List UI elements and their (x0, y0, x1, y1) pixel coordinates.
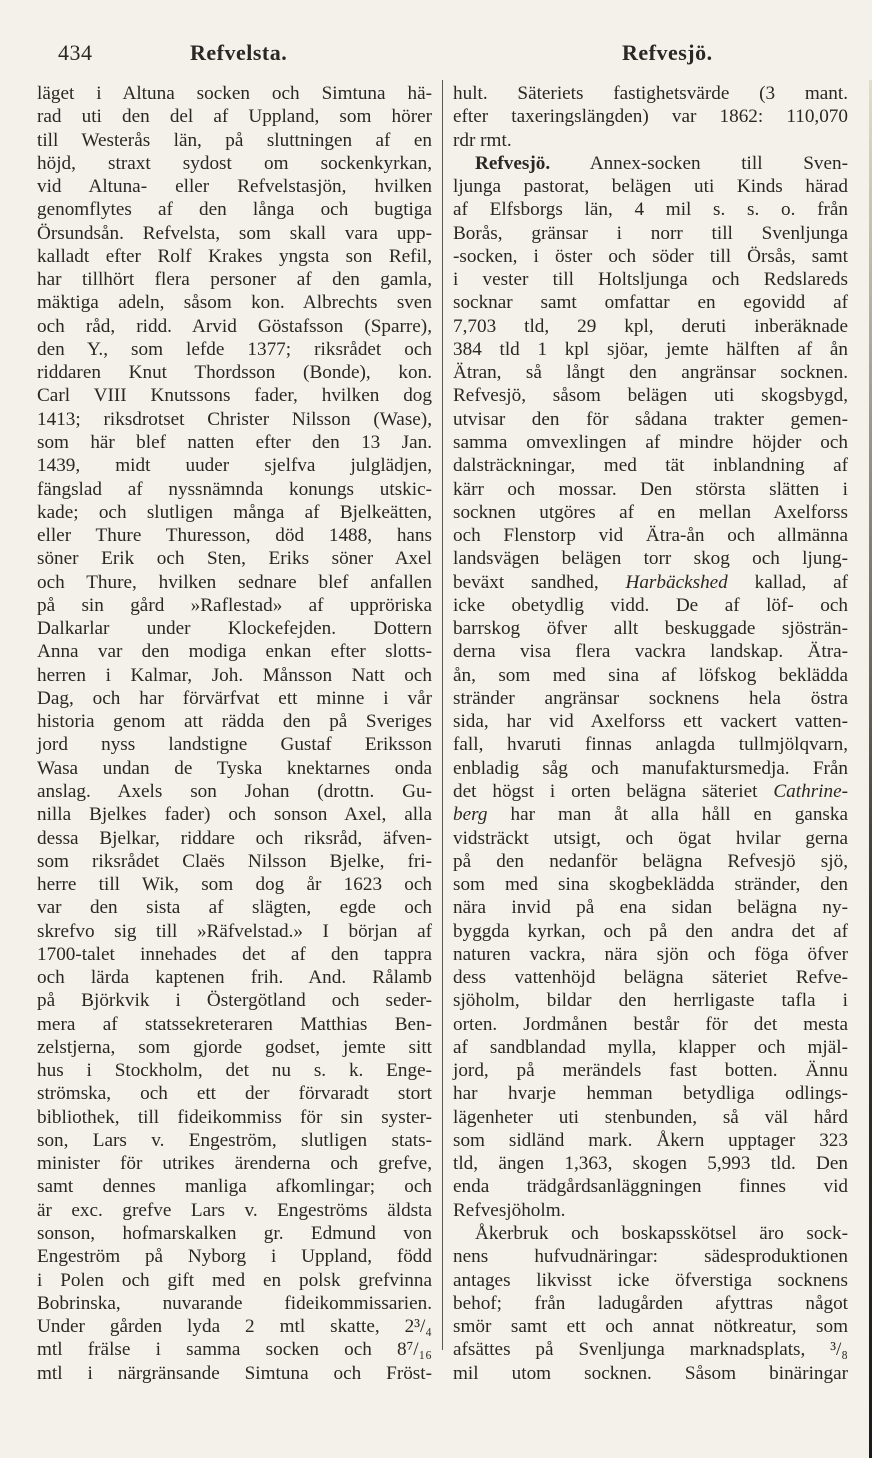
text-line: socknen utgöres af en mellan Axelforss (453, 501, 848, 523)
text-line: sonson, hofmarskalken gr. Edmund von (37, 1223, 432, 1245)
text-block (453, 1245, 848, 1385)
text-line: i Polen och gift med en polsk grefvinna (37, 1269, 432, 1291)
text-line: 1439, midt uuder sjelfva julglädjen, (37, 455, 432, 477)
text-line: minister för utrikes ärenderna och grefve, (37, 1153, 432, 1175)
text-line: jord nyss landstigne Gustaf Eriksson (37, 734, 432, 756)
text-line: som med sina skogbeklädda stränder, den (453, 874, 848, 896)
text-line: mtl frälse i samma socken och 8⁷/₁₆ (37, 1339, 432, 1361)
text-line: antages likvisst icke öfverstiga socknens (453, 1269, 848, 1291)
text-line: Ätran, så långt den angränsar socknen. (453, 362, 848, 384)
text-line: nilla Bjelkes fader) och sonson Axel, alla (37, 804, 432, 826)
text-line: nens hufvudnäringar: sädesproduktionen (453, 1246, 848, 1268)
text-line: ljunga pastorat, belägen uti Kinds härad (453, 176, 848, 198)
text-line: skrefvo sig till »Räfvelstad.» I början af (37, 920, 432, 942)
text-line: fall, hvaruti finnas anlagda tullmjölqvarn, (453, 734, 848, 756)
text-line: höjd, straxt sydost om sockenkyrkan, (37, 152, 432, 174)
text-line: sjöholm, bildar den herrligaste tafla i (453, 990, 848, 1012)
text-line: riddaren Knut Thordsson (Bonde), kon. (37, 362, 432, 384)
text-line: Bobrinska, nuvarande fideikommissarien. (37, 1292, 432, 1314)
text-line: byggda kyrkan, och på den andra det af (453, 920, 848, 942)
column-divider (442, 80, 443, 1350)
text-line: zelstjerna, som gjorde godset, jemte sitt (37, 1036, 432, 1058)
text-line (453, 803, 848, 826)
text-line: mtl i närgränsande Simtuna och Fröst- (37, 1362, 432, 1384)
text-line: enda trädgårdsanläggningen finnes vid (453, 1176, 848, 1198)
text-line: till Westerås län, på sluttningen af en (37, 129, 432, 151)
text-line: historia genom att rädda den på Sveriges (37, 711, 432, 733)
text-line: i vester till Holtsljunga och Redslareds (453, 269, 848, 291)
text-line: herre till Wik, som dog år 1623 och (37, 874, 432, 896)
text-line: rdr rmt. (453, 129, 512, 151)
text-fragment: kallad, af (754, 571, 849, 593)
text-line: som här blef natten efter den 13 Jan. (37, 431, 432, 453)
text-line: af sandblandad mylla, klapper och mjäl- (453, 1036, 848, 1058)
text-line: Engeström på Nyborg i Uppland, född (37, 1246, 432, 1268)
text-line: och Flenstorp vid Ätra-ån och allmänna (453, 525, 848, 547)
text-line: fängslad af nyssnämnda konungs utskic- (37, 478, 432, 500)
text-line: anslag. Axels son Johan (drottn. Gu- (37, 780, 432, 802)
text-line: barrskog öfver allt beskuggade sjösträn- (453, 618, 848, 640)
text-line: på Björkvik i Östergötland och seder- (37, 990, 432, 1012)
text-line: Dag, och har förvärfvat ett minne i vår (37, 687, 432, 709)
text-line: dalsträckningar, med tät inblandning af (453, 455, 848, 477)
text-line: är exc. grefve Lars v. Engeströms äldsta (37, 1199, 432, 1221)
text-line: Anna var den modiga enkan efter slotts- (37, 641, 432, 663)
text-line: var den sista af slägten, egde och (37, 897, 432, 919)
text-line (453, 780, 848, 803)
text-block (453, 594, 848, 780)
text-line: enbladig såg och manufaktursmedja. Från (453, 757, 848, 779)
italic-place-name: berg (453, 804, 488, 826)
entry-first-line-text: Annex-socken till Sven- (589, 152, 848, 174)
text-line: kalladt efter Rolf Krakes yngsta son Refil, (37, 245, 432, 267)
text-line: sida, har vid Axelforss ett vackert vatten- (453, 711, 848, 733)
text-line: mera af statssekreteraren Matthias Ben- (37, 1013, 432, 1035)
text-block (453, 827, 848, 1223)
text-line: 1700-talet innehades det af den tappra (37, 943, 432, 965)
text-fragment: det högst i orten belägna säteriet (453, 780, 758, 802)
running-header (0, 40, 872, 70)
entry-headword: Refvesjö. (475, 152, 551, 174)
text-line: stränder angränsar socknens hela östra (453, 687, 848, 709)
text-line: och lärda kaptenen frih. And. Rålamb (37, 967, 432, 989)
text-line: Refvesjö, såsom belägen uti skogsbygd, (453, 385, 848, 407)
text-line: 384 tld 1 kpl sjöar, jemte hälften af ån (453, 338, 848, 360)
text-line: och Thure, hvilken sednare blef anfallen (37, 571, 432, 593)
text-line: läget i Altuna socken och Simtuna hä- (37, 83, 432, 104)
text-line: vidsträckt utsigt, och ögat hvilar gerna (453, 827, 848, 849)
text-line: rad uti den del af Uppland, som hörer (37, 106, 432, 128)
text-line: efter taxeringslängden) var 1862: 110,070 (453, 106, 848, 128)
text-line: kade; och slutligen många af Bjelkeätten, (37, 501, 432, 523)
text-line: Dalkarlar under Klockefejden. Dottern (37, 618, 432, 640)
entry-first-line (453, 152, 848, 175)
text-line: och råd, ridd. Arvid Göstafsson (Sparre), (37, 315, 432, 337)
text-line: nära invid på ena sidan belägna ny- (453, 897, 848, 919)
text-line: derna visa flera vackra landskap. Ätra- (453, 641, 848, 663)
text-line: 7,703 tld, 29 kpl, deruti inberäknade (453, 315, 848, 337)
text-line: eller Thure Thuresson, död 1488, hans (37, 525, 432, 547)
text-line: Carl VIII Knutssons fader, hvilken dog (37, 385, 432, 407)
text-line: afsättes på Svenljunga marknadsplats, ³/₈ (453, 1339, 848, 1361)
text-line: Borås, gränsar i norr till Svenljunga (453, 222, 848, 244)
text-line: herren i Kalmar, Joh. Månsson Natt och (37, 664, 432, 686)
text-line: som riksrådet Claës Nilsson Bjelke, fri- (37, 850, 432, 872)
text-line: vid Altuna- eller Refvelstasjön, hvilken (37, 176, 432, 198)
left-text-column (37, 82, 432, 1385)
text-line: har tillhört flera personer af den gamla, (37, 269, 432, 291)
text-line (453, 571, 848, 594)
text-line: smör samt ett och annat nötkreatur, som (453, 1316, 848, 1338)
text-fragment: beväxt sandhed, (453, 571, 599, 593)
text-line: bibliothek, till fideikommiss för sin syster- (37, 1106, 432, 1128)
text-block (453, 175, 848, 571)
text-line: har hvarje hemman betydliga odlings- (453, 1083, 848, 1105)
text-line: kärr och mossar. Den största slätten i (453, 478, 848, 500)
italic-place-name: Cathrine- (773, 780, 848, 802)
italic-place-name: Harbäckshed (625, 571, 728, 593)
text-line: som sidländ mark. Åkern upptager 323 (453, 1129, 848, 1151)
text-line: lägenheter uti stenbunden, så väl hård (453, 1106, 848, 1128)
text-line: mäktiga adeln, såsom kon. Albrechts sven (37, 292, 432, 314)
text-line: Wasa undan de Tyska knektarnes onda (37, 757, 432, 779)
text-line: hus i Stockholm, det nu s. k. Enge- (37, 1060, 432, 1082)
text-line: på den nedanför belägna Refvesjö sjö, (453, 850, 848, 872)
text-line: behof; från ladugården afyttras något (453, 1292, 848, 1314)
text-line: naturen vackra, nära sjön och föga öfver (453, 943, 848, 965)
text-fragment: har man åt alla håll en ganska (510, 804, 848, 826)
text-line: den Y., som lefde 1377; riksrådet och (37, 338, 432, 360)
text-line: utvisar den för sådana trakter gemen- (453, 408, 848, 430)
paragraph-first-line: Åkerbruk och boskapsskötsel äro sock- (475, 1223, 848, 1245)
text-line: dess vattenhöjd belägna säteriet Refve- (453, 967, 848, 989)
text-line: Refvesjöholm. (453, 1199, 566, 1221)
text-line: på sin gård »Raflestad» af uppröriska (37, 594, 432, 616)
text-line: socknar samt omfattar en egovidd af (453, 292, 848, 314)
text-line: dessa Bjelkar, riddare och riksråd, äfven- (37, 827, 432, 849)
text-line: hult. Säteriets fastighetsvärde (3 mant. (453, 83, 848, 104)
left-running-title: Refvelsta. (190, 40, 288, 65)
text-line: genomflytes af den långa och bugtiga (37, 199, 432, 221)
text-line: orten. Jordmånen består för det mesta (453, 1013, 848, 1035)
page-number: 434 (58, 40, 93, 65)
text-line: -socken, i öster och söder till Örsås, samt (453, 245, 848, 267)
text-line: ån, som med sina af löfskog beklädda (453, 664, 848, 686)
text-line: jord, på merändels fast botten. Ännu (453, 1060, 848, 1082)
text-line: strömska, och ett der förvaradt stort (37, 1083, 432, 1105)
text-line: samt dennes manliga afkomlingar; och (37, 1176, 432, 1198)
text-line: af Elfsborgs län, 4 mil s. s. o. från (453, 199, 848, 221)
text-line: icke obetydlig vidd. De af löf- och (453, 594, 848, 616)
text-line: tld, ängen 1,363, skogen 5,993 tld. Den (453, 1153, 848, 1175)
text-line: söner Erik och Sten, Eriks söner Axel (37, 548, 432, 570)
right-text-column (453, 82, 848, 1385)
text-line: landsvägen belägen torr skog och ljung- (453, 548, 848, 570)
text-line: Örsundsån. Refvelsta, som skall vara upp- (37, 222, 432, 244)
text-line: 1413; riksdrotset Christer Nilsson (Wase), (37, 408, 432, 430)
text-line: mil utom socknen. Såsom binäringar (453, 1362, 848, 1384)
right-running-title: Refvesjö. (622, 40, 713, 65)
text-line: son, Lars v. Engeström, slutligen stats- (37, 1129, 432, 1151)
text-line: Under gården lyda 2 mtl skatte, 2³/₄ (37, 1316, 432, 1338)
text-line: samma omvexlingen af mindre höjder och (453, 431, 848, 453)
